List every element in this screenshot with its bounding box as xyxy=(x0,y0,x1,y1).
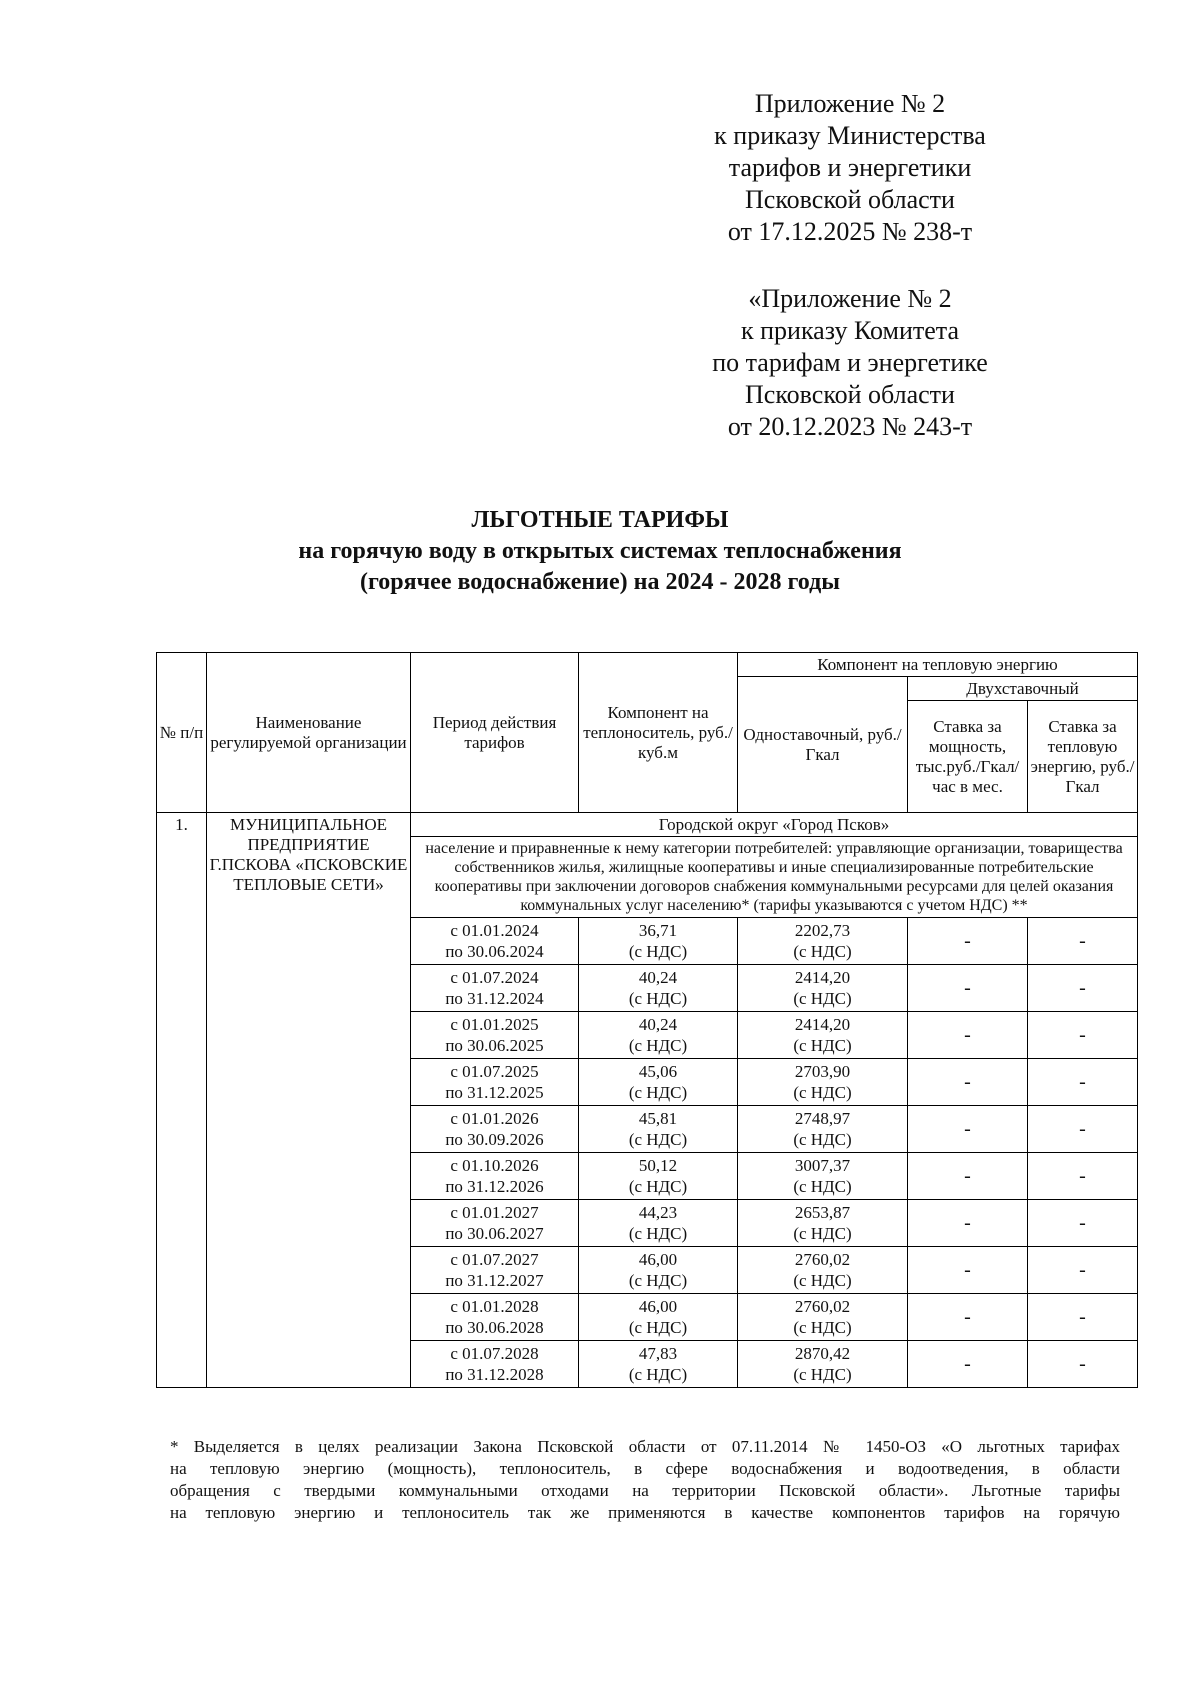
period-cell-line: с 01.07.2025 xyxy=(450,1062,539,1081)
period-cell-line: с 01.01.2028 xyxy=(450,1297,539,1316)
period-cell xyxy=(411,1012,579,1059)
period-cell-line: с 01.01.2025 xyxy=(450,1015,539,1034)
annex-line: по тарифам и энергетике xyxy=(712,348,988,377)
single-rate-cell-line: 2870,42 xyxy=(794,1344,851,1363)
annex-line: Псковской области xyxy=(745,185,955,214)
organization-name: МУНИЦИПАЛЬНОЕ ПРЕДПРИЯТИЕ Г.ПСКОВА «ПСКОВСКИЕ ТЕПЛОВЫЕ СЕТИ» xyxy=(207,813,411,1388)
period-cell-line: с 01.10.2026 xyxy=(450,1156,539,1175)
header-org: Наименование регулируемой организации xyxy=(207,653,411,813)
carrier-cell xyxy=(579,1294,738,1341)
carrier-cell-line: (с НДС) xyxy=(628,1365,688,1384)
carrier-cell xyxy=(579,1153,738,1200)
period-cell-line: по 31.12.2024 xyxy=(445,989,544,1008)
annex-original-reference xyxy=(690,283,1010,443)
capacity-rate-cell: - xyxy=(908,1294,1028,1341)
single-rate-cell xyxy=(738,1106,908,1153)
energy-rate-cell: - xyxy=(1028,1247,1138,1294)
single-rate-cell-line: 2653,87 xyxy=(794,1203,851,1222)
single-rate-cell-line: 2748,97 xyxy=(794,1109,851,1128)
header-energy-rate: Ставка за тепловую энергию, руб./Гкал xyxy=(1028,701,1138,813)
carrier-cell-line: (с НДС) xyxy=(628,1177,688,1196)
carrier-cell-line: (с НДС) xyxy=(628,1318,688,1337)
energy-rate-cell: - xyxy=(1028,1106,1138,1153)
single-rate-cell xyxy=(738,918,908,965)
header-carrier: Компонент на теплоноситель, руб./куб.м xyxy=(579,653,738,813)
energy-rate-cell: - xyxy=(1028,1153,1138,1200)
energy-rate-cell: - xyxy=(1028,965,1138,1012)
footnote-line: на тепловую энергию и теплоноситель так же применяются в качестве компонентов тарифов на горячую xyxy=(170,1503,1120,1522)
annex-line: «Приложение № 2 xyxy=(748,284,952,313)
carrier-cell-line: 45,06 xyxy=(638,1062,678,1081)
period-cell-line: с 01.01.2027 xyxy=(450,1203,539,1222)
carrier-cell-line: 40,24 xyxy=(638,968,678,987)
period-cell-line: с 01.07.2027 xyxy=(450,1250,539,1269)
carrier-cell-line: 50,12 xyxy=(638,1156,678,1175)
carrier-cell xyxy=(579,1247,738,1294)
carrier-cell-line: (с НДС) xyxy=(628,1130,688,1149)
period-cell-line: по 30.09.2026 xyxy=(445,1130,544,1149)
energy-rate-cell: - xyxy=(1028,1200,1138,1247)
period-cell xyxy=(411,1294,579,1341)
title-line-2: на горячую воду в открытых системах теплоснабжения xyxy=(298,538,902,564)
period-cell-line: по 31.12.2025 xyxy=(445,1083,544,1102)
carrier-cell xyxy=(579,1059,738,1106)
period-cell-line: с 01.01.2024 xyxy=(450,921,539,940)
single-rate-cell-line: (с НДС) xyxy=(793,1224,852,1243)
capacity-rate-cell: - xyxy=(908,1059,1028,1106)
annex-line: Приложение № 2 xyxy=(754,89,946,118)
footnote-line: на тепловую энергию (мощность), теплоноситель, в сфере водоснабжения и водоотведения, в области xyxy=(170,1459,1120,1478)
capacity-rate-cell: - xyxy=(908,1247,1028,1294)
carrier-cell-line: (с НДС) xyxy=(628,942,688,961)
energy-rate-cell: - xyxy=(1028,1012,1138,1059)
single-rate-cell-line: 2202,73 xyxy=(794,921,851,940)
capacity-rate-cell: - xyxy=(908,1153,1028,1200)
single-rate-cell-line: 2414,20 xyxy=(794,1015,851,1034)
carrier-cell-line: 36,71 xyxy=(638,921,678,940)
carrier-cell xyxy=(579,1200,738,1247)
period-cell xyxy=(411,1153,579,1200)
period-cell xyxy=(411,965,579,1012)
period-cell-line: с 01.07.2028 xyxy=(450,1344,539,1363)
single-rate-cell xyxy=(738,1200,908,1247)
carrier-cell-line: 44,23 xyxy=(638,1203,678,1222)
period-cell-line: с 01.07.2024 xyxy=(450,968,539,987)
carrier-cell-line: 40,24 xyxy=(638,1015,678,1034)
energy-rate-cell: - xyxy=(1028,1294,1138,1341)
single-rate-cell xyxy=(738,1341,908,1388)
row-number: 1. xyxy=(157,813,207,1388)
carrier-cell xyxy=(579,918,738,965)
single-rate-cell-line: 2703,90 xyxy=(794,1062,851,1081)
single-rate-cell-line: (с НДС) xyxy=(793,1083,852,1102)
single-rate-cell-line: (с НДС) xyxy=(793,1130,852,1149)
single-rate-cell-line: (с НДС) xyxy=(793,989,852,1008)
footnote xyxy=(170,1436,1120,1524)
annex-current-reference xyxy=(690,88,1010,248)
document-title xyxy=(150,505,1050,598)
carrier-cell-line: (с НДС) xyxy=(628,989,688,1008)
single-rate-cell xyxy=(738,1012,908,1059)
period-cell-line: по 30.06.2027 xyxy=(445,1224,544,1243)
capacity-rate-cell: - xyxy=(908,965,1028,1012)
annex-line: тарифов и энергетики xyxy=(728,153,972,182)
footnote-line: * Выделяется в целях реализации Закона Псковской области от 07.11.2014 № 1450-ОЗ «О льготных тарифах xyxy=(170,1437,1120,1456)
header-num: № п/п xyxy=(157,653,207,813)
single-rate-cell-line: 3007,37 xyxy=(794,1156,851,1175)
period-cell xyxy=(411,1059,579,1106)
energy-rate-cell: - xyxy=(1028,1059,1138,1106)
period-cell-line: по 31.12.2026 xyxy=(445,1177,544,1196)
period-cell-line: по 31.12.2027 xyxy=(445,1271,544,1290)
capacity-rate-cell: - xyxy=(908,1106,1028,1153)
carrier-cell-line: 46,00 xyxy=(638,1250,678,1269)
period-cell-line: по 30.06.2025 xyxy=(445,1036,544,1055)
single-rate-cell xyxy=(738,1153,908,1200)
consumer-category: население и приравненные к нему категории потребителей: управляющие организации, товарищества собственников жилья, жилищные кооперативы и иные специализированные потребительские кооперативы при заключении договоров снабжения коммунальными ресурсами для целей оказания коммунальных услуг населению* (тарифы указываются с учетом НДС) ** xyxy=(411,837,1138,918)
carrier-cell xyxy=(579,1106,738,1153)
carrier-cell xyxy=(579,965,738,1012)
single-rate-cell-line: (с НДС) xyxy=(793,1036,852,1055)
header-capacity-rate: Ставка за мощность, тыс.руб./Гкал/час в мес. xyxy=(908,701,1028,813)
annex-line: от 17.12.2025 № 238-т xyxy=(727,217,973,246)
capacity-rate-cell: - xyxy=(908,1012,1028,1059)
energy-rate-cell: - xyxy=(1028,1341,1138,1388)
single-rate-cell-line: 2760,02 xyxy=(794,1297,851,1316)
carrier-cell-line: (с НДС) xyxy=(628,1271,688,1290)
period-cell xyxy=(411,1106,579,1153)
carrier-cell-line: (с НДС) xyxy=(628,1083,688,1102)
period-cell xyxy=(411,918,579,965)
carrier-cell-line: 47,83 xyxy=(638,1344,678,1363)
single-rate-cell-line: 2760,02 xyxy=(794,1250,851,1269)
annex-line: к приказу Министерства xyxy=(714,121,986,150)
annex-line: от 20.12.2023 № 243-т xyxy=(727,412,973,441)
single-rate-cell xyxy=(738,1294,908,1341)
single-rate-cell-line: (с НДС) xyxy=(793,942,852,961)
period-cell-line: по 30.06.2024 xyxy=(445,942,544,961)
single-rate-cell-line: (с НДС) xyxy=(793,1318,852,1337)
carrier-cell-line: 45,81 xyxy=(638,1109,678,1128)
single-rate-cell-line: (с НДС) xyxy=(793,1271,852,1290)
title-line-3: (горячее водоснабжение) на 2024 - 2028 годы xyxy=(360,569,840,595)
title-line-1: ЛЬГОТНЫЕ ТАРИФЫ xyxy=(471,507,729,533)
capacity-rate-cell: - xyxy=(908,1200,1028,1247)
period-cell xyxy=(411,1341,579,1388)
period-cell-line: по 31.12.2028 xyxy=(445,1365,544,1384)
single-rate-cell-line: (с НДС) xyxy=(793,1177,852,1196)
period-cell-line: по 30.06.2028 xyxy=(445,1318,544,1337)
annex-line: Псковской области xyxy=(745,380,955,409)
header-two-rate: Двухставочный xyxy=(908,677,1138,701)
period-cell xyxy=(411,1200,579,1247)
carrier-cell-line: 46,00 xyxy=(638,1297,678,1316)
period-cell xyxy=(411,1247,579,1294)
energy-rate-cell: - xyxy=(1028,918,1138,965)
footnote-line: обращения с твердыми коммунальными отходами на территории Псковской области». Льготные тарифы xyxy=(170,1481,1120,1500)
single-rate-cell-line: 2414,20 xyxy=(794,968,851,987)
single-rate-cell xyxy=(738,1059,908,1106)
capacity-rate-cell: - xyxy=(908,918,1028,965)
period-cell-line: с 01.01.2026 xyxy=(450,1109,539,1128)
header-period: Период действия тарифов xyxy=(411,653,579,813)
capacity-rate-cell: - xyxy=(908,1341,1028,1388)
tariff-table xyxy=(156,652,1138,1388)
district-name: Городской округ «Город Псков» xyxy=(411,813,1138,837)
carrier-cell-line: (с НДС) xyxy=(628,1036,688,1055)
single-rate-cell xyxy=(738,965,908,1012)
header-single-rate: Одноставочный, руб./Гкал xyxy=(738,677,908,813)
single-rate-cell-line: (с НДС) xyxy=(793,1365,852,1384)
header-heat-component: Компонент на тепловую энергию xyxy=(738,653,1138,677)
annex-line: к приказу Комитета xyxy=(740,316,959,345)
single-rate-cell xyxy=(738,1247,908,1294)
carrier-cell xyxy=(579,1341,738,1388)
carrier-cell xyxy=(579,1012,738,1059)
carrier-cell-line: (с НДС) xyxy=(628,1224,688,1243)
